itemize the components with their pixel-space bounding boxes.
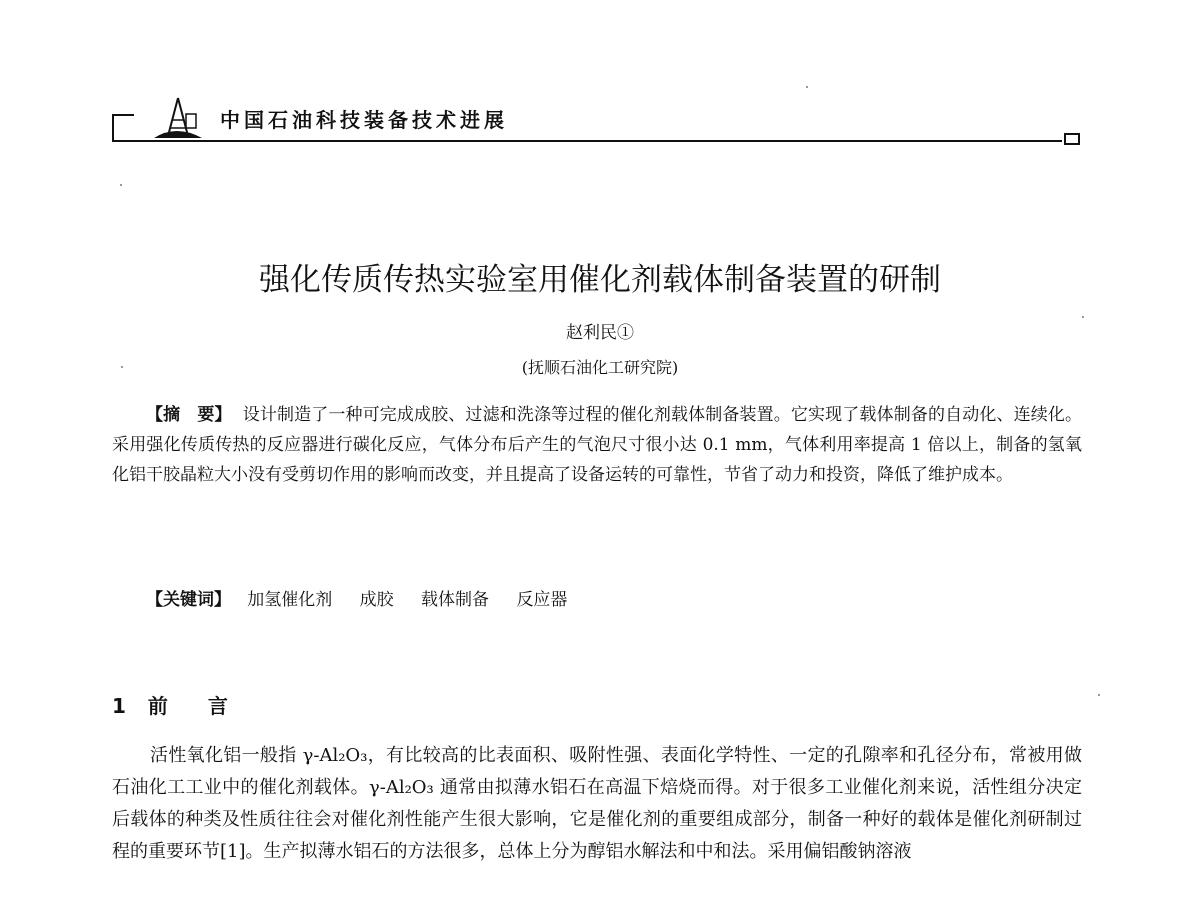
keyword: 加氢催化剂 bbox=[247, 590, 333, 610]
abstract-label: 【摘 要】 bbox=[146, 405, 232, 425]
scan-speck bbox=[1082, 316, 1084, 318]
article-affiliation: (抚顺石油化工研究院) bbox=[521, 358, 679, 377]
scan-speck bbox=[806, 86, 808, 88]
keywords-label: 【关键词】 bbox=[146, 590, 231, 610]
scan-speck bbox=[121, 366, 123, 368]
abstract bbox=[112, 400, 1082, 490]
article-title: 强化传质传热实验室用催化剂载体制备装置的研制 bbox=[259, 262, 941, 298]
scan-speck bbox=[120, 184, 122, 186]
keyword: 载体制备 bbox=[421, 590, 490, 610]
section-number: 1 bbox=[112, 694, 126, 718]
keyword: 成胶 bbox=[359, 590, 394, 610]
abstract-text: 设计制造了一种可完成成胶、过滤和洗涤等过程的催化剂载体制备装置。它实现了载体制备的自动化、连续化。采用强化传质传热的反应器进行碳化反应，气体分布后产生的气泡尺寸很小达 0.1 mm，气体利用率提高 1 倍以上，制备的氢氧化铝干胶晶粒大小没有受剪切作用的影响而改变，并且提高了设备运转的可靠性，节省了动力和投资，降低了维护成本。 bbox=[112, 405, 1083, 485]
oil-derrick-logo-icon bbox=[146, 94, 206, 142]
header-rule bbox=[112, 140, 1062, 142]
scan-speck bbox=[1098, 694, 1100, 696]
page-header bbox=[112, 92, 1082, 150]
keyword: 反应器 bbox=[516, 590, 568, 610]
header-end-box bbox=[1064, 133, 1080, 145]
journal-name: 中国石油科技装备技术进展 bbox=[220, 108, 508, 132]
body-paragraph: 活性氧化铝一般指 γ-Al₂O₃，有比较高的比表面积、吸附性强、表面化学特性、一定的孔隙率和孔径分布，常被用做石油化工工业中的催化剂载体。γ-Al₂O₃ 通常由拟薄水铝石在高温下焙烧而得。对于很多工业催化剂来说，活性组分决定后载体的种类及性质往往会对催化剂性能产生很大影响，它是催化剂的重要组成部分，制备一种好的载体是催化剂研制过程的重要环节[1]。生产拟薄水铝石的方法很多，总体上分为醇铝水解法和中和法。采用偏铝酸钠溶液 bbox=[112, 745, 1082, 862]
keywords bbox=[146, 585, 1082, 615]
section-title: 前 言 bbox=[147, 694, 228, 718]
header-bracket bbox=[112, 114, 134, 142]
section-heading bbox=[112, 690, 228, 719]
article-author: 赵利民① bbox=[566, 323, 634, 343]
